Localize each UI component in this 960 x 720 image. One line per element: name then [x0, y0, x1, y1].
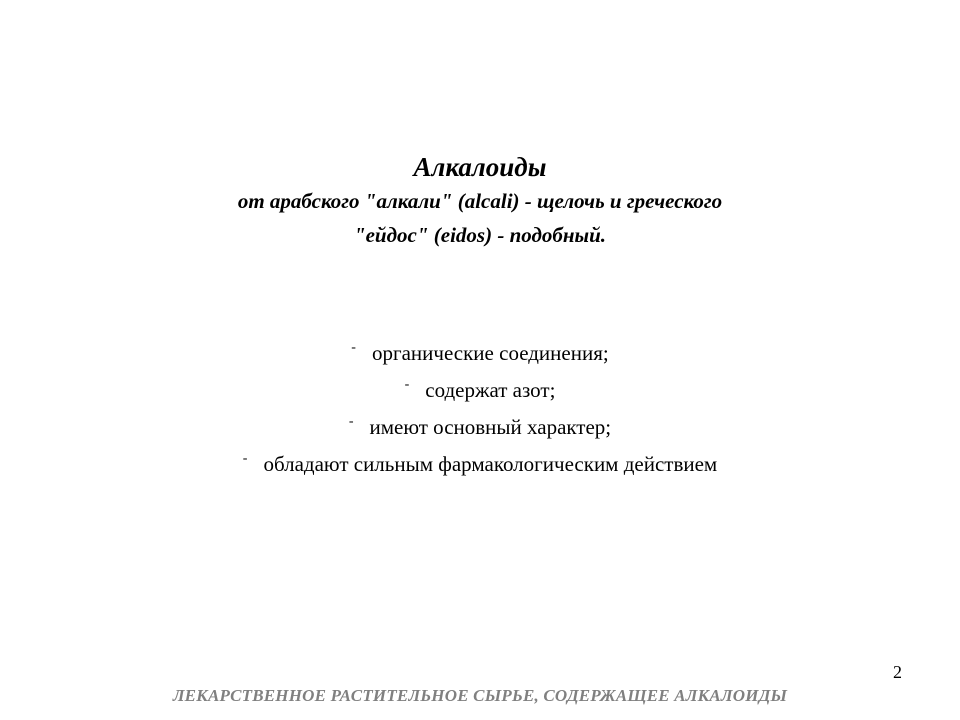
page-number: 2 — [893, 662, 902, 682]
subtitle-line-2: "ейдос" (eidos) - подобный. — [353, 223, 607, 247]
bullet-text: имеют основный характер; — [369, 415, 612, 439]
slide-title: Алкалоиды — [413, 152, 547, 182]
bullet-item — [0, 332, 960, 369]
title-block — [0, 150, 960, 252]
bullet-dash-icon: - — [242, 451, 248, 466]
bullet-item — [0, 369, 960, 406]
bullet-dash-icon: - — [351, 340, 356, 355]
bullet-list — [0, 332, 960, 480]
bullet-text: обладают сильным фармакологическим действием — [263, 452, 718, 476]
bullet-text: органические соединения; — [371, 341, 609, 365]
slide-footer: ЛЕКАРСТВЕННОЕ РАСТИТЕЛЬНОЕ СЫРЬЕ, СОДЕРЖАЩЕЕ АЛКАЛОИДЫ — [172, 686, 788, 705]
bullet-text: содержат азот; — [425, 378, 556, 402]
bullet-item — [0, 406, 960, 443]
bullet-dash-icon: - — [348, 414, 354, 429]
subtitle-line-1: от арабского "алкали" (alcali) - щелочь и греческого — [237, 189, 723, 213]
bullet-dash-icon: - — [404, 377, 410, 392]
bullet-item — [0, 443, 960, 480]
